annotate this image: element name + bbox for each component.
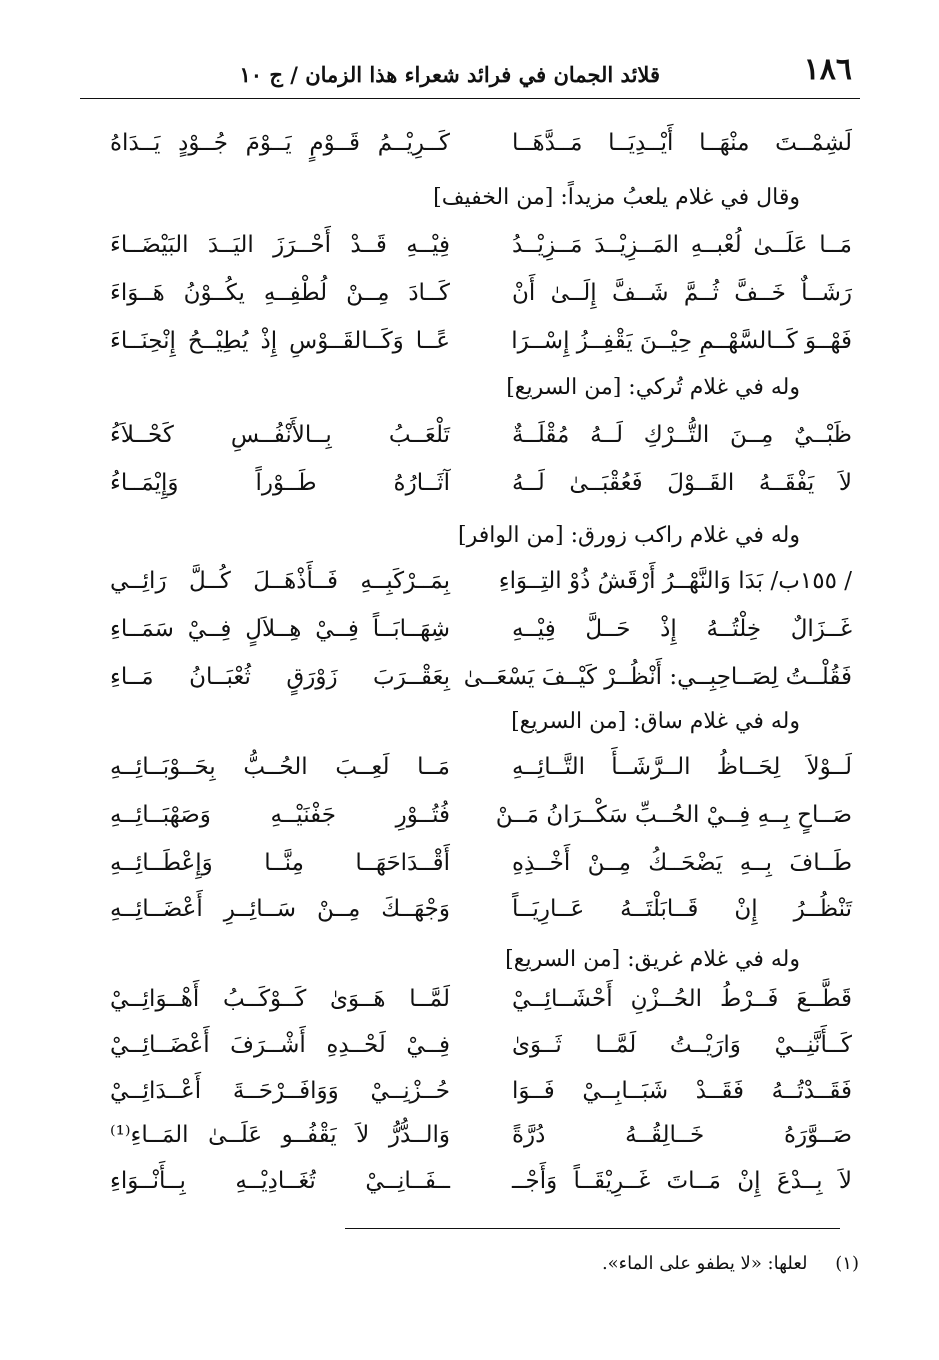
- footnote-separator: [345, 1228, 840, 1229]
- verse-second-hemistich: أَقْــدَاحَهَــا مِنَّــا وَإِعْطَــائِــهِ: [110, 850, 450, 876]
- verse-first-hemistich: صَــاحٍ بِــهِ فِــيْ الحُــبِّ سَكْــرَانُ مَــنْ: [495, 802, 852, 828]
- verse-second-hemistich: بِمَــرْكَبِــهِ فَــأَذْهَــلَ كُــلَّ رَائِــي: [110, 568, 450, 594]
- verse-second-hemistich: فُتُــوْرِ جَفْنَيْــهِ وَصَهْبَــائِــهِ: [110, 802, 450, 828]
- verse-line: [80, 744, 860, 790]
- verse-first-hemistich: / ١٥٥ب/ بَدَا وَالنَّهْــرُ أَرْقَشُ ذُوْ التِــوَاءِ: [498, 568, 852, 594]
- verse-line: [80, 412, 860, 458]
- verse-second-hemistich: فِــيْ لَحْــدِهِ أَشْــرَفَ أَعْضَــائِــيْ: [110, 1032, 450, 1058]
- verse-second-hemistich: وَجْهَــكَ مِــنْ سَــائِــرِ أَعْضَــائِــهِ: [110, 896, 450, 922]
- verse-line: [80, 886, 860, 932]
- poem-heading: وله في غلام راكب زورق: [من الوافر]: [458, 523, 800, 548]
- verse-first-hemistich: ظَبْــيٌ مِــنَ التُّــرْكِ لَــهُ مُقْلَــةٌ: [512, 422, 852, 448]
- verse-second-hemistich: ــفَــانِــيْ تُغَــادِيْــهِ بِــأَنْــوَاءِ: [110, 1168, 450, 1194]
- verse-first-hemistich: قَطَّــعَ فَــرْطُ الحُــزْنِ أَحْشَــائِــيْ: [512, 986, 852, 1012]
- verse-first-hemistich: لَشِمْــتَ منْهَــا أَيْــدِيَــا مَــدَّهَــا: [512, 130, 852, 156]
- footnote-marker: (١): [835, 1253, 859, 1274]
- verse-second-hemistich: مَــا لَعِــبَ الحُــبُّ بِحَــوْبَــائِــهِ: [110, 754, 450, 780]
- verse-first-hemistich: مَــا عَلَــىٰ لُعْبــهِ المَــزِيْــدَ مَــزِيْــدُ: [512, 232, 852, 258]
- verse-line: [80, 1112, 860, 1158]
- verse-second-hemistich: تَلْعَــبُ بِــالأَنْفُــسِ كَحْــلاَءُ: [110, 422, 450, 448]
- verse-line: [80, 222, 860, 268]
- verse-line: [80, 460, 860, 506]
- poem-heading: وقال في غلام يلعبُ مزيداً: [من الخفيف]: [433, 185, 800, 210]
- verse-line: [80, 1022, 860, 1068]
- verse-second-hemistich: وَالــدُّرُّ لاَ يَقْفُــو عَلَــىٰ المَــاءِ⁽¹⁾: [110, 1122, 450, 1148]
- verse-line: [80, 270, 860, 316]
- verse-second-hemistich: فِيْــهِ قَــدْ أَحْــرَزَ اليَــدَ البَيْضَــاءَ: [110, 232, 450, 258]
- verse-first-hemistich: فَهْــوَ كَــالسَّهْــمِ حِيْــنَ يَقْفِــزُ إِسْــرَا: [511, 328, 852, 354]
- verse-line: [80, 1068, 860, 1114]
- verse-first-hemistich: طَــافَ بِــهِ يَضْحَــكُ مِــنْ أَخْــذِهِ: [512, 850, 852, 876]
- verse-line: [80, 558, 860, 604]
- footnote-text: لعلها: «لا يطفو على الماء».: [601, 1253, 808, 1274]
- verse-first-hemistich: كَــأَنَّنِــيْ وَارَيْــتُ لَمَّــا ثَــوَىٰ: [512, 1032, 852, 1058]
- footnote: [602, 1246, 859, 1282]
- verse-second-hemistich: حُــزْنِــيْ وَوَافَــرْحَــةَ أَعْــدَائِــيْ: [110, 1078, 450, 1104]
- verse-first-hemistich: لاَ يَفْقَــهُ القَــوْلَ فَعُقْبَــىٰ لَــهُ: [512, 470, 852, 496]
- verse-second-hemistich: بِعَقْــرَبَ زَوْرَقٍ ثُعْبَــانُ مَــاءِ: [110, 664, 450, 690]
- verse-line: [80, 120, 860, 166]
- verse-line: [80, 606, 860, 652]
- verse-first-hemistich: غَــزَالٌ خِلْتُــهُ إِذْ حَــلَّ فِيْــهِ: [512, 616, 852, 642]
- poem-heading: وله في غلام تُركي: [من السريع]: [506, 375, 800, 400]
- running-title: قلائد الجمان في فرائد شعراء هذا الزمان / ج ١٠: [239, 62, 660, 87]
- verse-line: [80, 654, 860, 700]
- verse-second-hemistich: آثَــارُهُ طَــوْراً وَإِيْمَــاءُ: [110, 470, 450, 496]
- verse-first-hemistich: تَنْظُــرُ إِنْ قَــابَلْتَــهُ عَــارِيَــاً: [512, 896, 852, 922]
- verse-second-hemistich: لَمَّــا هَــوَىٰ كَــوْكَــبُ أَهْــوَائِــيْ: [110, 986, 450, 1012]
- page-header: [80, 52, 860, 99]
- verse-first-hemistich: صَــوَّرَهُ خَــالِقُــهُ دُرَّةً: [512, 1122, 852, 1148]
- verse-second-hemistich: عًــا وَكَــالقَــوْسِ إِذْ يُطِيْــحُ إِنْحِنَــاءَ: [110, 328, 450, 354]
- verse-second-hemistich: شِهَــابَــاً فِــيْ هِــلاَلٍ فِــيْ سَمَــاءِ: [110, 616, 450, 642]
- page-number: ١٨٦: [803, 52, 852, 87]
- poem-heading: وله في غلام ساق: [من السريع]: [511, 709, 800, 734]
- verse-line: [80, 1158, 860, 1204]
- verse-line: [80, 976, 860, 1022]
- verse-second-hemistich: كَــرِيْــمُ قَــوْمٍ يَــوْمَ جُــوْدٍ يَــدَاهُ: [110, 130, 450, 156]
- verse-first-hemistich: فَقُلْــتُ لِصَــاحِبِــي: أَنْظُــرْ كَيْــفَ يَسْعَــىٰ: [463, 664, 852, 690]
- verse-line: [80, 840, 860, 886]
- verse-line: [80, 792, 860, 838]
- verse-first-hemistich: رَشَــاٌ خَــفَّ ثُــمَّ شَــفَّ إِلَــىٰ أَنْ: [512, 280, 852, 306]
- verse-first-hemistich: لاَ بِــدْعَ إِنْ مَــاتَ غَــرِيْقَــاً وَأَجْــ: [512, 1168, 852, 1194]
- verse-first-hemistich: فَقَــدْتُــهُ فَقَــدْ شَبَــابِــيْ فَــوَا: [512, 1078, 852, 1104]
- verse-second-hemistich: كَــادَ مِــنْ لُطْفِــهِ يكُــوْنُ هَــوَاءَ: [110, 280, 450, 306]
- verse-first-hemistich: لَــوْلاَ لِحَــاظُ الــرَّشَــأَ التَّــائِــهِ: [512, 754, 852, 780]
- poem-heading: وله في غلام غريق: [من السريع]: [505, 947, 800, 972]
- verse-line: [80, 318, 860, 364]
